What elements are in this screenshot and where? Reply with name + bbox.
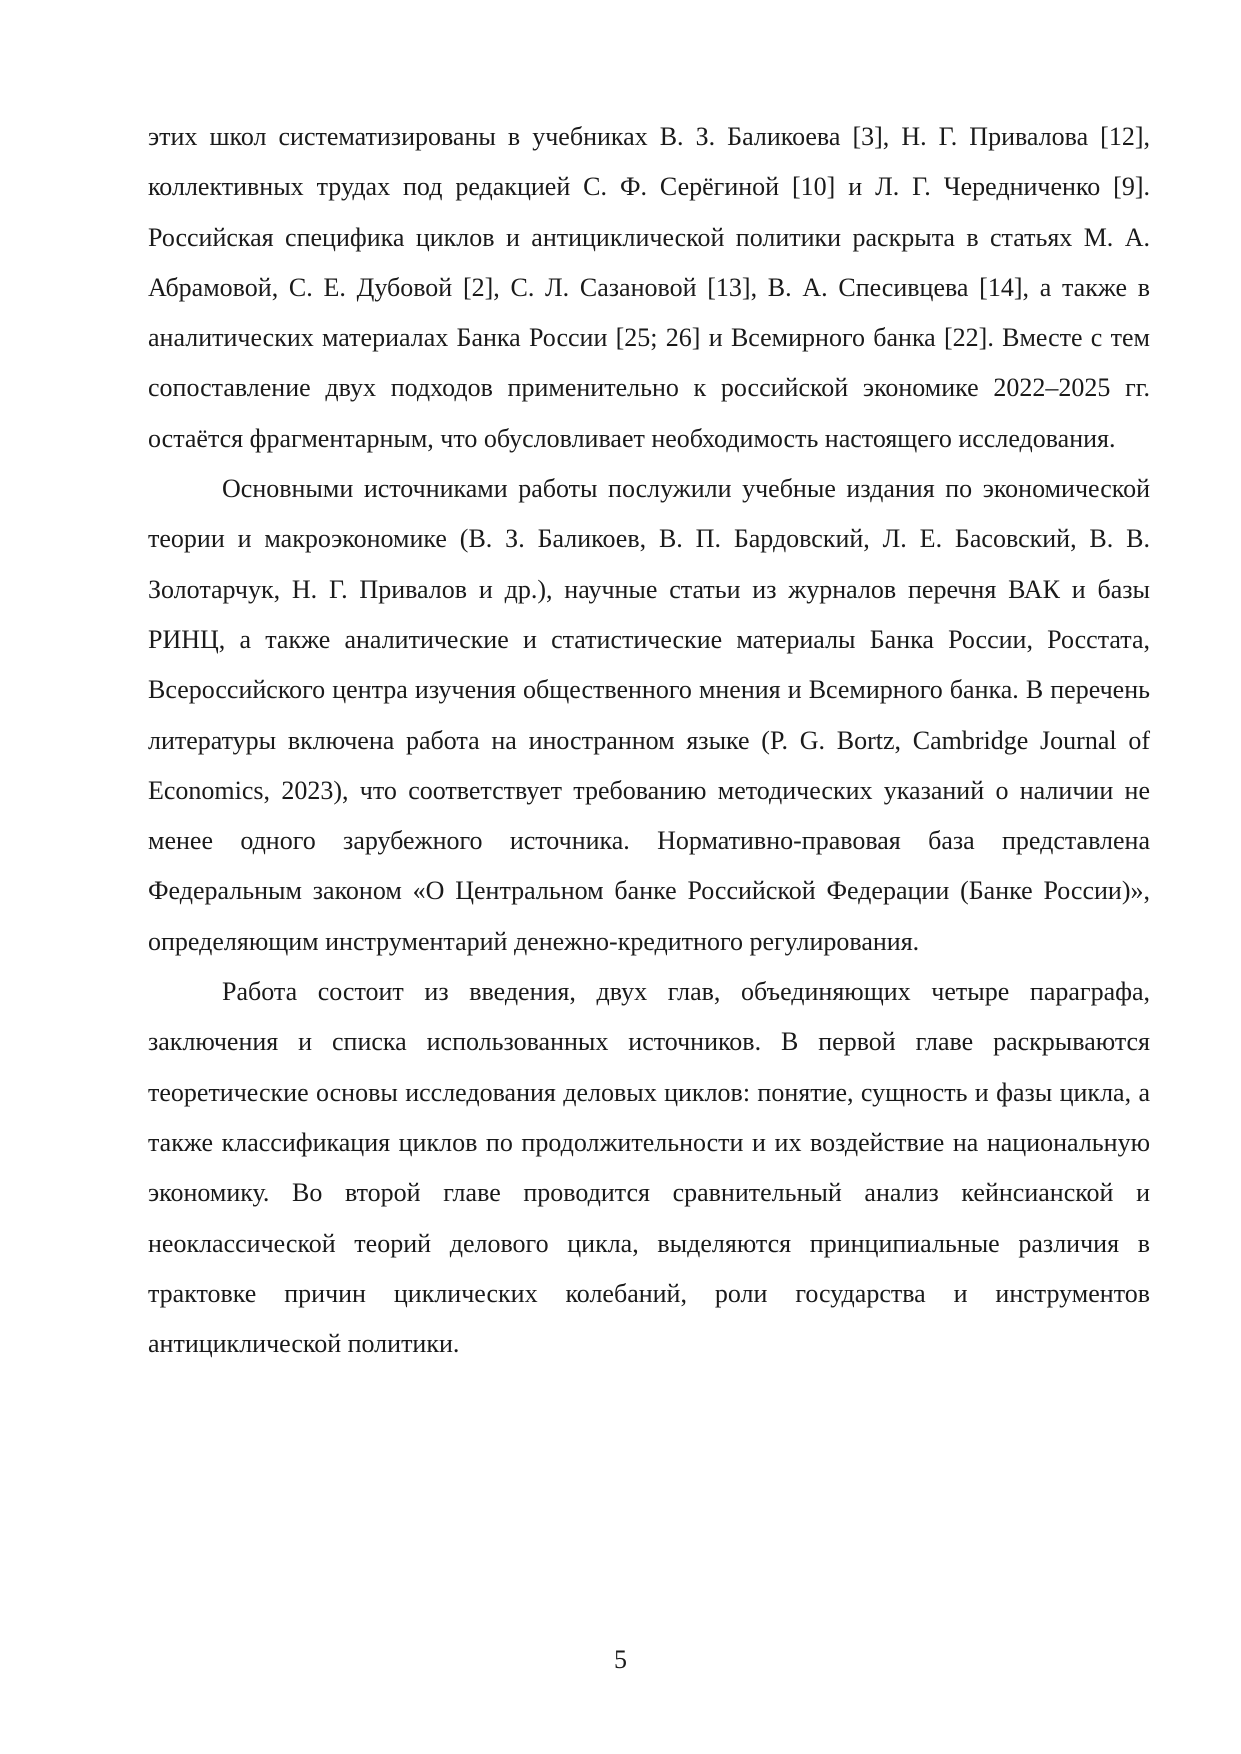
paragraph-1: этих школ систематизированы в учебниках В. З. Баликоева [3], Н. Г. Привалова [12], коллективных трудах под редакцией С. Ф. Серёгиной [10] и Л. Г. Чередниченко [9]. Российская специфика циклов и антициклической политики раскрыта в статьях М. А. Абрамовой, С. Е. Дубовой [2], С. Л. Сазановой [13], В. А. Спесивцева [14], а также в аналитических материалах Банка России [25; 26] и Всемирного банка [22]. Вместе с тем сопоставление двух подходов применительно к российской экономике 2022–2025 гг. остаётся фрагментарным, что обусловливает необходимость настоящего исследования. bbox=[148, 122, 1150, 453]
paragraph-3: Работа состоит из введения, двух глав, объединяющих четыре параграфа, заключения и списка использованных источников. В первой главе раскрываются теоретические основы исследования деловых циклов: понятие, сущность и фазы цикла, а также классификация циклов по продолжительности и их воздействие на национальную экономику. Во второй главе проводится сравнительный анализ кейнсианской и неоклассической теорий делового цикла, выделяются принципиальные различия в трактовке причин циклических колебаний, роли государства и инструментов антициклической политики. bbox=[148, 977, 1150, 1359]
page-number: 5 bbox=[614, 1645, 627, 1674]
body-text bbox=[148, 112, 1150, 1369]
paragraph-2: Основными источниками работы послужили учебные издания по экономической теории и макроэкономике (В. З. Баликоев, В. П. Бардовский, Л. Е. Басовский, В. В. Золотарчук, Н. Г. Привалов и др.), научные статьи из журналов перечня ВАК и базы РИНЦ, а также аналитические и статистические материалы Банка России, Росстата, Всероссийского центра изучения общественного мнения и Всемирного банка. В перечень литературы включена работа на иностранном языке (P. G. Bortz, Cambridge Journal of Economics, 2023), что соответствует требованию методических указаний о наличии не менее одного зарубежного источника. Нормативно-правовая база представлена Федеральным законом «О Центральном банке Российской Федерации (Банке России)», определяющим инструментарий денежно-кредитного регулирования. bbox=[148, 474, 1150, 956]
